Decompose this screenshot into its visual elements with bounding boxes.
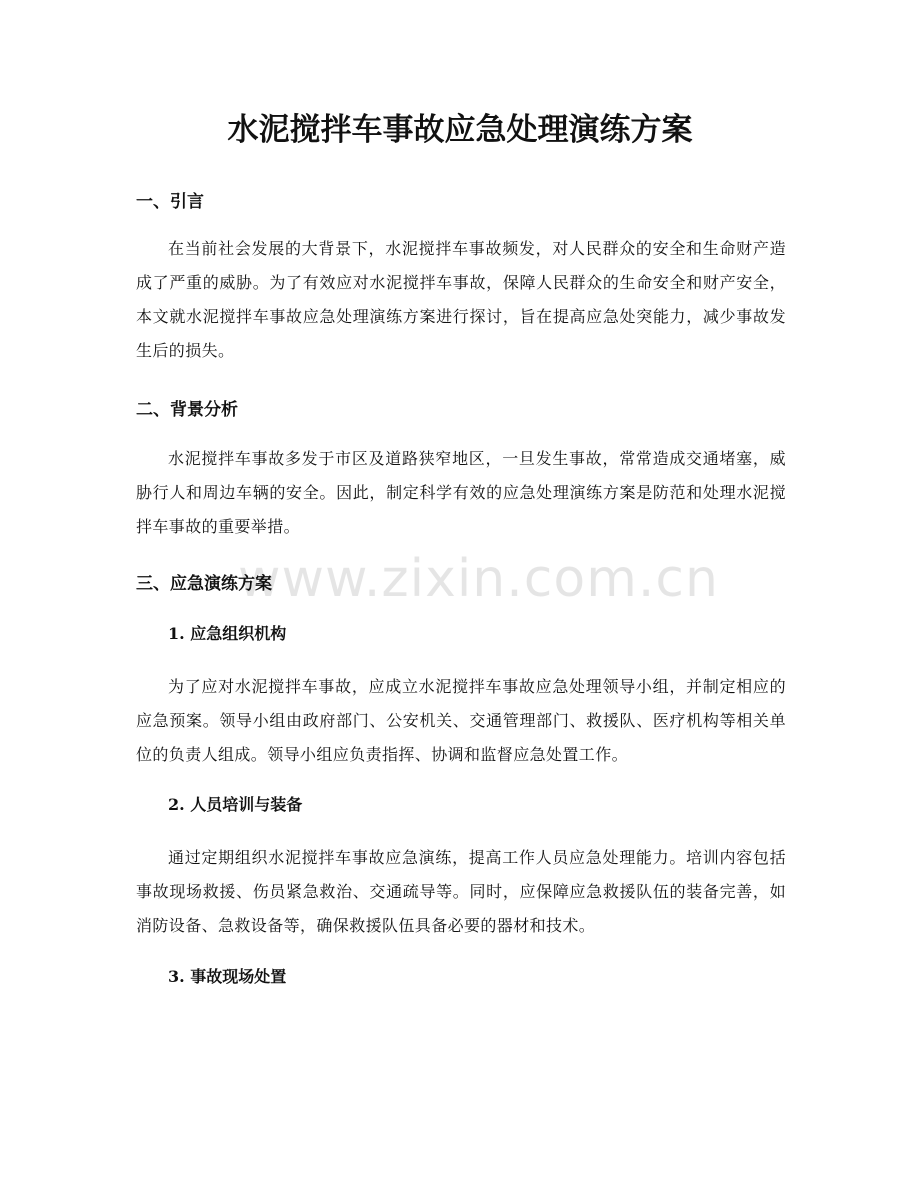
document-title: 水泥搅拌车事故应急处理演练方案 <box>227 112 693 148</box>
subsection-paragraph-organization: 为了应对水泥搅拌车事故，应成立水泥搅拌车事故应急处理领导小组，并制定相应的应急预案。领导小组由政府部门、公安机关、交通管理部门、救援队、医疗机构等相关单位的负责人组成。领导小组应负责指挥、协调和监督应急处置工作。 <box>136 677 786 764</box>
watermark-text: www.zixin.com.cn <box>238 549 719 609</box>
subsection-heading-scene-handling: 3. 事故现场处置 <box>168 967 287 986</box>
section-paragraph-background: 水泥搅拌车事故多发于市区及道路狭窄地区，一旦发生事故，常常造成交通堵塞，威胁行人和周边车辆的安全。因此，制定科学有效的应急处理演练方案是防范和处理水泥搅拌车事故的重要举措。 <box>136 449 786 536</box>
subsection-heading-organization: 1. 应急组织机构 <box>168 624 287 643</box>
section-heading-drill-plan: 三、应急演练方案 <box>136 574 272 594</box>
subsection-heading-training: 2. 人员培训与装备 <box>168 795 303 814</box>
section-heading-introduction: 一、引言 <box>136 192 204 212</box>
section-paragraph-introduction: 在当前社会发展的大背景下，水泥搅拌车事故频发，对人民群众的安全和生命财产造成了严重的威胁。为了有效应对水泥搅拌车事故，保障人民群众的生命安全和财产安全，本文就水泥搅拌车事故应急处理演练方案进行探讨，旨在提高应急处突能力，减少事故发生后的损失。 <box>136 239 786 360</box>
subsection-paragraph-training: 通过定期组织水泥搅拌车事故应急演练，提高工作人员应急处理能力。培训内容包括事故现场救援、伤员紧急救治、交通疏导等。同时，应保障应急救援队伍的装备完善，如消防设备、急救设备等，确保救援队伍具备必要的器材和技术。 <box>136 848 786 935</box>
section-heading-background: 二、背景分析 <box>136 400 238 420</box>
